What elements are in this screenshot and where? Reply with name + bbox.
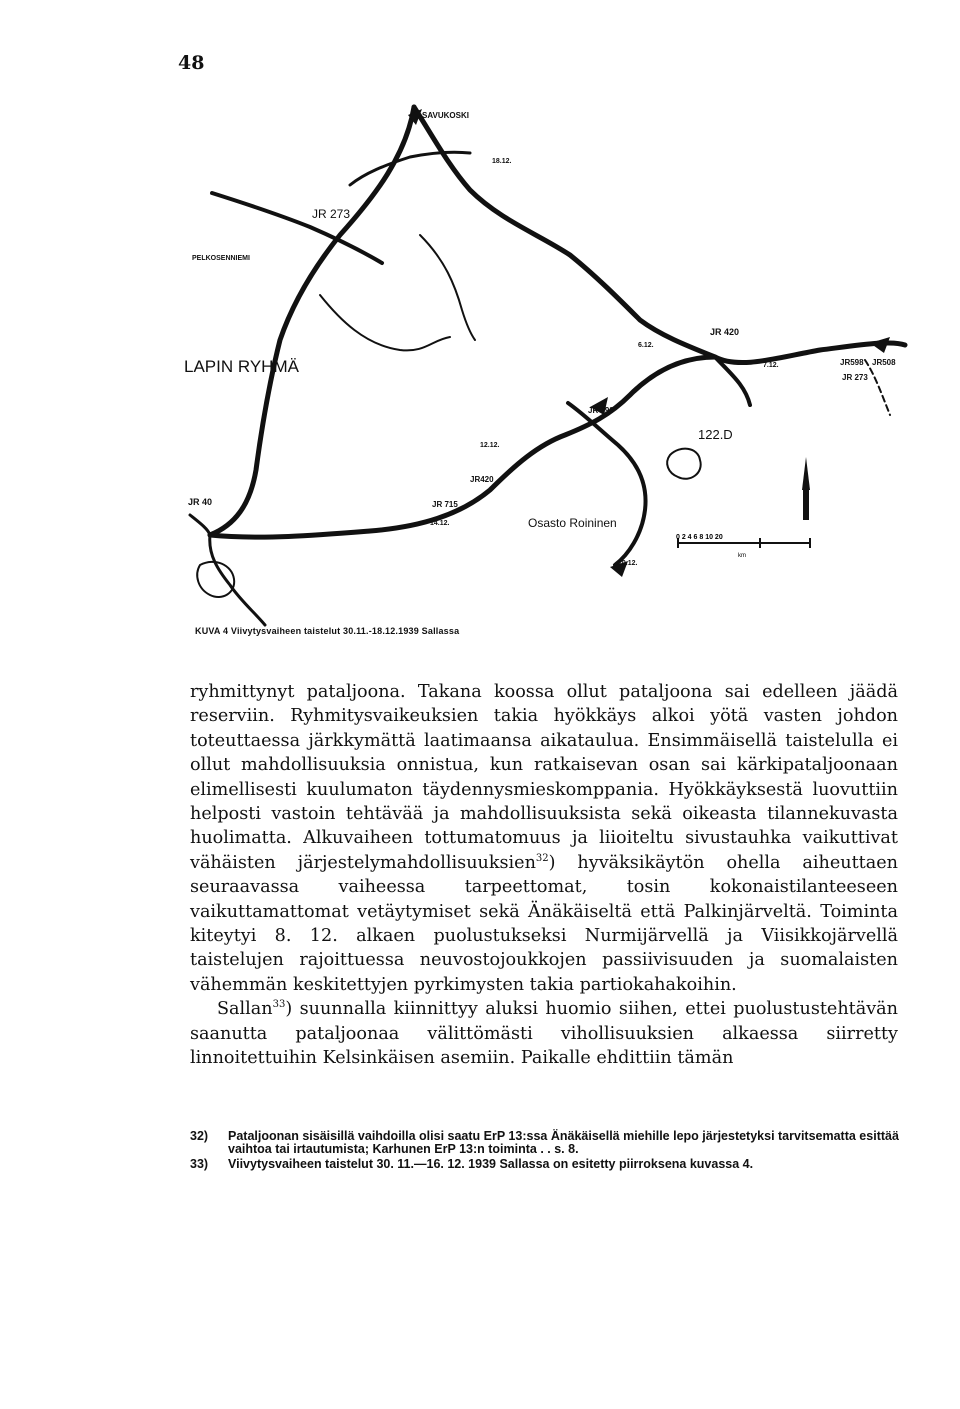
footnotes: [190, 1130, 902, 1173]
label-osasto-roininen: Osasto Roininen: [528, 516, 617, 530]
lake-1: [667, 449, 701, 479]
label-date-18-12: 18.12.: [492, 158, 512, 165]
label-savukoski: SAVUKOSKI: [422, 111, 469, 120]
border-east: [865, 360, 890, 415]
label-jr420-center: JR420: [470, 475, 494, 484]
footnote-text: Viivytysvaiheen taistelut 30. 11.—16. 12. 1939 Sallassa on esitetty piirroksena kuvassa 4.: [228, 1157, 754, 1171]
label-date-7-12: 7.12.: [763, 362, 779, 369]
label-jr40: JR 40: [188, 497, 213, 507]
label-jr273-right: JR 273: [842, 373, 868, 382]
label-jr273-top: JR 273: [312, 207, 351, 221]
label-jr508: JR508: [872, 358, 896, 367]
north-arrow: [802, 457, 810, 490]
paragraph-1: ryhmittynyt pataljoona. Takana koossa ollut pataljoona sai edelleen jäädä reserviin. Ryhmitysvaikeuksien takia hyökkäys alkoi yötä vasten johdon toteuttaessa järkkymättä laatimaansa aikataulua. Ensimmäisellä taistelulla ei ollut mahdollisuuksia onnistua, kun ratkaisevan osan sai kärkipataljoonaan elimellisesti kuulumaton täydennysmieskomppania. Hyökkäyksestä luovuttiin helposti vastoin tehtävää ja mahdollisuuksista sekä oikeasta tilannekuvasta huolimatta. Alkuvaiheen tottumatomuus ja liioiteltu sivustauhka vaikuttivat vähäisten järjestelymahdollisuuksien$^{32}$) hyväksikäytön ohella aiheuttaen seuraavassa vaiheessa tarpeettomat, tosin kokonaistilanteeseen vaikuttamattomat vetäytymiset sekä Änäkäiseltä että Palkinjärveltä. Toiminta kiteytyi 8. 12. alkaen puolustukseksi Nurmijärvellä ja Viisikkojärvellä taistelujen rajoittuessa neuvostojoukkojen passiivisuuden ja suomalaisten vähemmän keskitettyjen pyrkimysten takia partiokahakoihin.: [190, 682, 898, 995]
footnote-32: [190, 1130, 902, 1156]
page-number: 48: [178, 52, 205, 74]
label-lapin-ryhma: LAPIN RYHMÄ: [184, 357, 299, 376]
north-arrow-shaft: [803, 490, 809, 520]
road-pelkosenniemi: [212, 193, 382, 263]
footnote-33: [190, 1158, 902, 1171]
body-text: [190, 680, 898, 1071]
road-to-kemijarvi: [190, 515, 265, 625]
label-jr598-right: JR598: [840, 358, 864, 367]
road-west-border: [210, 107, 414, 535]
river-loop: [320, 295, 450, 350]
footnote-number: 33): [190, 1157, 209, 1171]
label-jr715: JR 715: [432, 500, 458, 509]
map-figure: [170, 95, 920, 640]
label-date-14-12: 14.12.: [430, 520, 450, 527]
attack-arrow-east: [870, 337, 890, 353]
river-upper: [420, 235, 475, 340]
map-drawing: [170, 95, 920, 640]
road-north-east: [414, 107, 905, 363]
label-jr420-right: JR 420: [710, 327, 740, 337]
footnote-text: Pataljoonan sisäisillä vaihdoilla olisi saatu ErP 13:ssa Änäkäisellä miehille lepo järjestetyksi tarvitsematta esittää vaihtoa tai irtautumista; Karhunen ErP 13:n toiminta . . s. 8.: [228, 1129, 899, 1156]
paragraph-2: Sallan$^{33}$) suunnalla kiinnittyy aluksi huomio siihen, ettei puolustustehtävän saanutta pataljoonaa välittömästi vihollisuuksien alkaessa siirretty linnoitettuihin Kelsinkäisen asemiin. Paikalle ehdittiin tämän: [190, 999, 898, 1069]
map-caption: KUVA 4 Viivytysvaiheen taistelut 30.11.-18.12.1939 Sallassa: [195, 626, 460, 636]
label-122d: 122.D: [698, 427, 733, 442]
label-jr598-center: JR 598: [588, 406, 614, 415]
footnote-number: 32): [190, 1129, 209, 1143]
label-date-12-12: 12.12.: [480, 442, 500, 449]
lake-2: [197, 562, 234, 597]
scale-bar: [676, 534, 810, 559]
footnote-ref-32: 32: [535, 852, 549, 864]
scale-unit: km: [738, 553, 746, 559]
footnote-ref-33: 33: [272, 999, 286, 1011]
label-date-6-12: 6.12.: [638, 342, 654, 349]
road-south: [210, 357, 715, 537]
scale-numbers: 0 2 4 6 8 10 20: [676, 534, 723, 541]
label-date-10-12: 10.12.: [618, 560, 638, 567]
label-pelkosenniemi: PELKOSENNIEMI: [192, 255, 250, 262]
